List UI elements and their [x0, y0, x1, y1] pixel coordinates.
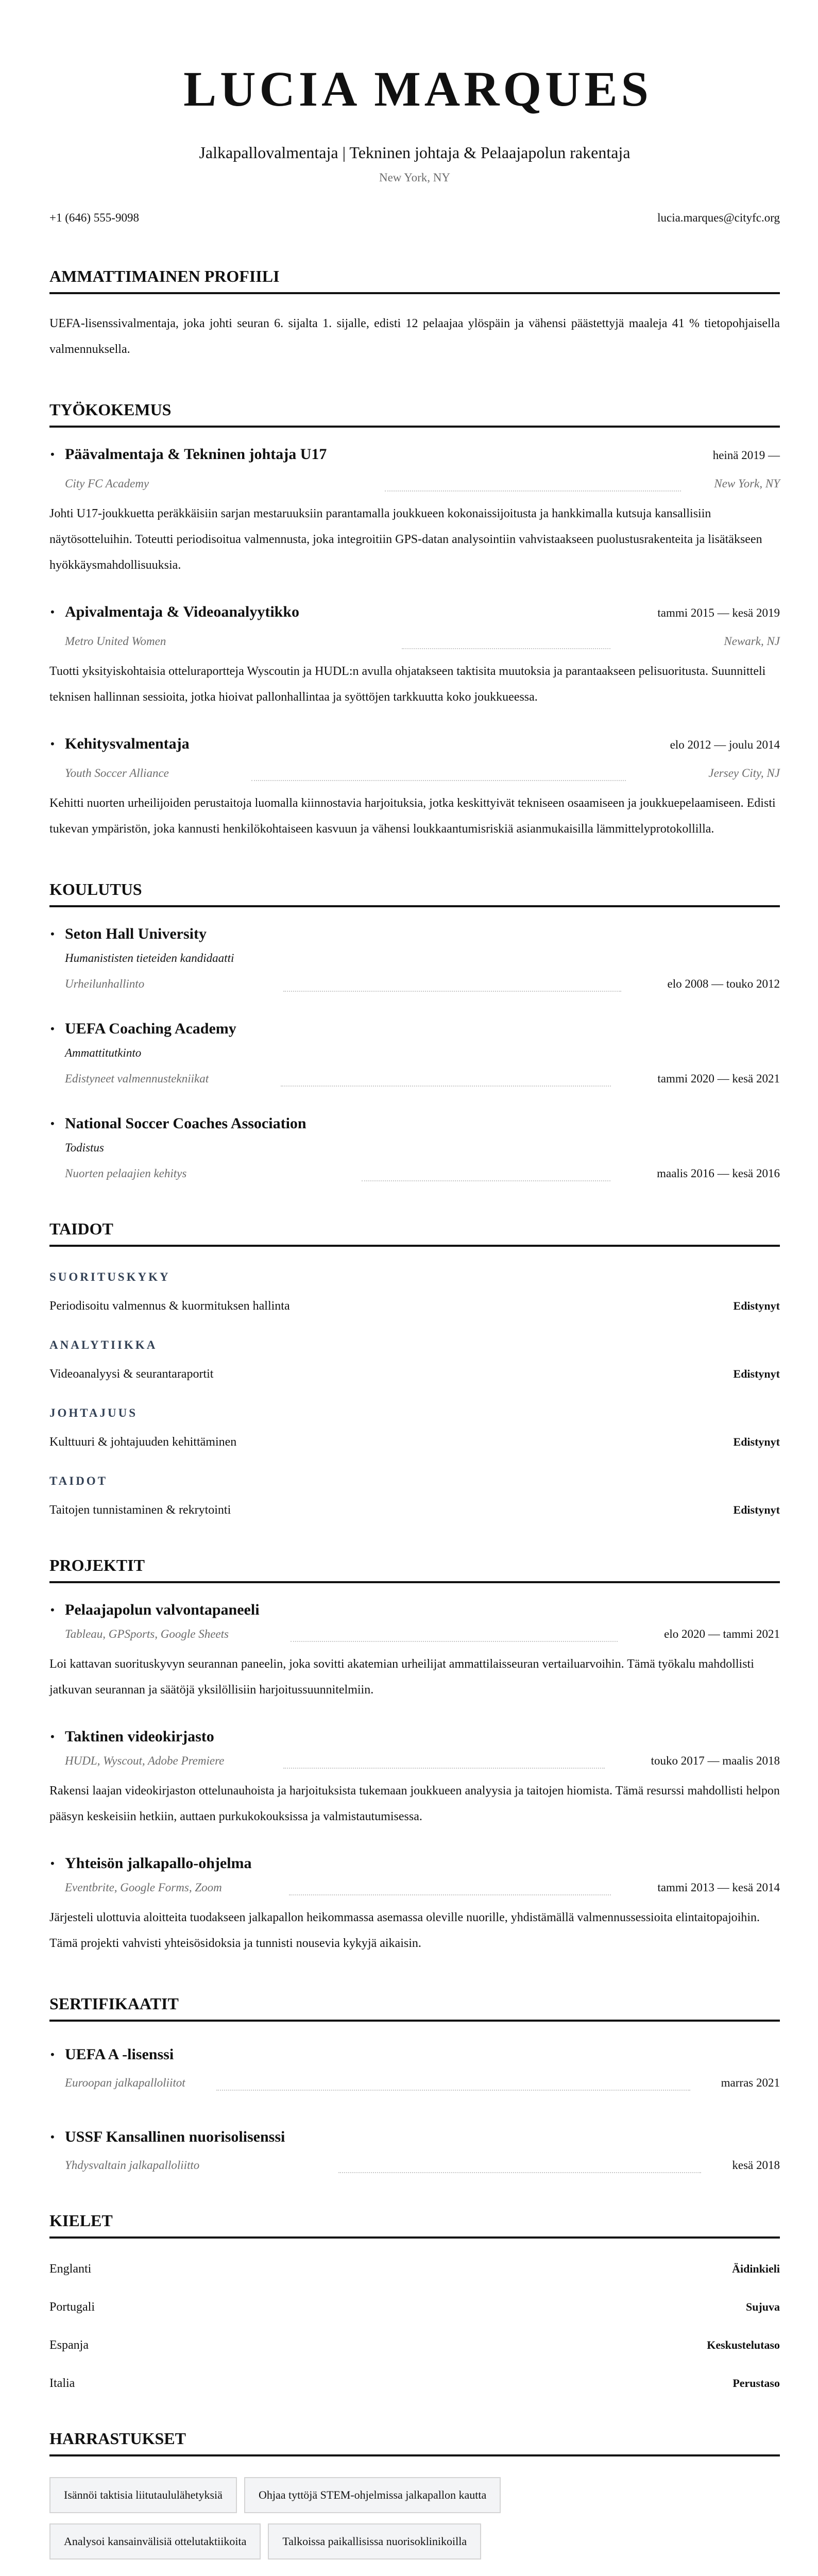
certification-entry: [49, 2127, 780, 2173]
dotted-leader: [281, 1079, 611, 1087]
degree: Ammattitutkinto: [65, 1046, 142, 1059]
certifications-section: [49, 1993, 780, 2173]
job-organization: City FC Academy: [65, 477, 149, 490]
field-of-study: Nuorten pelaajien kehitys: [65, 1167, 187, 1180]
education-dates: maalis 2016 — kesä 2016: [657, 1167, 780, 1180]
project-entry: [49, 1853, 780, 1956]
email-address[interactable]: lucia.marques@cityfc.org: [657, 211, 780, 224]
certification-date: kesä 2018: [732, 2159, 780, 2172]
skill-name: Videoanalyysi & seurantaraportit: [49, 1367, 214, 1381]
skill-group: [49, 1269, 780, 1314]
phone-number[interactable]: +1 (646) 555-9098: [49, 211, 139, 224]
project-entry: [49, 1600, 780, 1703]
certification-issuer: Euroopan jalkapalloliitot: [65, 2076, 185, 2089]
project-description: Järjesteli ulottuvia aloitteita tuodakseen jalkapallon heikommassa asemassa oleville nuorille, yhdistämällä valmennussessioita elintaitopajoihin. Tämä projekti vahvisti yhteisösidoksia ja tunnisti nousevia kykyjä aikaisin.: [49, 1911, 760, 1950]
dotted-leader: [291, 1635, 618, 1642]
contact-row: [49, 210, 780, 226]
skill-level: Edistynyt: [733, 1435, 780, 1448]
language-level: Keskustelutaso: [707, 2338, 780, 2351]
certification-issuer: Yhdysvaltain jalkapalloliitto: [65, 2159, 200, 2172]
dotted-leader: [283, 985, 621, 992]
job-dates: heinä 2019 —: [712, 449, 780, 462]
certification-entry: [49, 2044, 780, 2091]
language-name: Espanja: [49, 2338, 89, 2352]
hobbies-section: [49, 2428, 780, 2560]
dotted-leader: [283, 1761, 604, 1769]
hobby-tags: [49, 2477, 616, 2560]
language-row: [49, 2337, 780, 2353]
language-row: [49, 2261, 780, 2277]
skill-group: [49, 1337, 780, 1382]
section-title: KIELET: [49, 2210, 780, 2239]
skill-group: [49, 1405, 780, 1450]
dotted-leader: [362, 1174, 610, 1181]
bullet-icon: •: [50, 1022, 55, 1035]
bullet-icon: •: [50, 1603, 55, 1616]
experience-entry: [49, 734, 780, 842]
dotted-leader: [289, 1888, 611, 1895]
language-level: Äidinkieli: [732, 2262, 780, 2275]
bullet-icon: •: [50, 927, 55, 940]
skill-category: ANALYTIIKKA: [49, 1338, 158, 1351]
dotted-leader: [402, 642, 610, 649]
profile-summary: UEFA-lisenssivalmentaja, joka johti seuran 6. sijalta 1. sijalle, edisti 12 pelaajaa ylöspäin ja vähensi päästettyjä maaleja 41 % tietopohjaisella valmennuksella.: [49, 317, 780, 356]
project-dates: tammi 2013 — kesä 2014: [657, 1881, 780, 1894]
project-dates: touko 2017 — maalis 2018: [651, 1754, 780, 1767]
job-dates: elo 2012 — joulu 2014: [670, 738, 780, 751]
degree: Todistus: [65, 1141, 104, 1154]
skill-name: Taitojen tunnistaminen & rekrytointi: [49, 1503, 231, 1517]
education-entry: [49, 1113, 780, 1181]
hobby-tag: Ohjaa tyttöjä STEM-ohjelmissa jalkapallon kautta: [244, 2477, 501, 2513]
certification-date: marras 2021: [721, 2076, 780, 2089]
section-title: TYÖKOKEMUS: [49, 399, 780, 428]
job-role: Päävalmentaja & Tekninen johtaja U17: [65, 446, 327, 463]
certification-name: USSF Kansallinen nuorisolisenssi: [65, 2128, 285, 2145]
dotted-leader: [385, 484, 681, 492]
education-section: [49, 879, 780, 1181]
school-name: UEFA Coaching Academy: [65, 1020, 236, 1037]
school-name: Seton Hall University: [65, 925, 207, 942]
degree: Humanististen tieteiden kandidaatti: [65, 952, 234, 964]
job-organization: Metro United Women: [65, 635, 166, 648]
education-dates: elo 2008 — touko 2012: [667, 977, 780, 990]
project-name: Yhteisön jalkapallo-ohjelma: [65, 1855, 252, 1872]
job-description: Kehitti nuorten urheilijoiden perustaitoja luomalla kiinnostavia harjoituksia, jotka keskittyivät tekniseen osaamiseen ja joukkuepelaamiseen. Edisti tukevan ympäristön, joka kannusti henkilökohtaiseen kasvuun ja vähensi loukkaantumisriskiä asianmukaisilla lämmittelyprotokollilla.: [49, 796, 776, 836]
skill-level: Edistynyt: [733, 1299, 780, 1312]
skill-name: Periodisoitu valmennus & kuormituksen hallinta: [49, 1299, 290, 1313]
job-role: Kehitysvalmentaja: [65, 735, 190, 752]
bullet-icon: •: [50, 2130, 55, 2143]
project-description: Rakensi laajan videokirjaston ottelunauhoista ja harjoituksista tukemaan joukkueen analyysia ja taitojen hiomista. Tämä resurssi mahdollisti helpon pääsyn keskeisiin hetkiin, auttaen purkukokouksissa ja valmistautumisessa.: [49, 1784, 780, 1823]
experience-entry: [49, 444, 780, 578]
school-name: National Soccer Coaches Association: [65, 1115, 306, 1132]
job-description: Johti U17-joukkuetta peräkkäisiin sarjan mestaruuksiin parantamalla joukkueen kokonaissijoitusta ja hankkimalla kutsuja kansallisiin näytösotteluihin. Toteutti periodisoitua valmennusta, joka integroitiin GPS-datan analysointiin vahvistaakseen puolustusrakenteita ja lisätäkseen hyökkäysmahdollisuuksia.: [49, 507, 762, 572]
project-tools: Tableau, GPSports, Google Sheets: [65, 1628, 229, 1640]
headline: Jalkapallovalmentaja | Tekninen johtaja & Pelaajapolun rakentaja: [199, 143, 630, 162]
job-description: Tuotti yksityiskohtaisia otteluraportteja Wyscoutin ja HUDL:n avulla ohjatakseen taktisita muutoksia ja parantaakseen pelisuoritusta. Suunnitteli teknisen hallinnan sessioita, jotka hioivat pallonhallintaa ja syöttöjen tarkkuutta koko joukkueessa.: [49, 665, 766, 704]
profile-section: [49, 266, 780, 362]
project-description: Loi kattavan suorituskyvyn seurannan paneelin, joka sovitti akatemian urheilijat ammattilaisseuran vertailuarvoihin. Tämä työkalu mahdollisti jatkuvan seurannan ja säätöjä yksilöllisiin harjoitussuunnitelmiin.: [49, 1657, 754, 1697]
skill-level: Edistynyt: [733, 1503, 780, 1516]
section-title: TAIDOT: [49, 1218, 780, 1247]
section-title: AMMATTIMAINEN PROFIILI: [49, 266, 780, 294]
section-title: KOULUTUS: [49, 879, 780, 907]
job-organization: Youth Soccer Alliance: [65, 767, 169, 779]
field-of-study: Urheilunhallinto: [65, 977, 145, 990]
hobby-tag: Isännöi taktisia liitutaululähetyksiä: [49, 2477, 237, 2513]
bullet-icon: •: [50, 605, 55, 618]
skill-level: Edistynyt: [733, 1367, 780, 1380]
candidate-name: LUCIA MARQUES: [183, 61, 652, 116]
job-location: Newark, NJ: [724, 635, 780, 648]
section-title: PROJEKTIT: [49, 1555, 780, 1583]
dotted-leader: [251, 774, 626, 781]
bullet-icon: •: [50, 1730, 55, 1743]
project-tools: Eventbrite, Google Forms, Zoom: [65, 1881, 222, 1894]
project-entry: [49, 1726, 780, 1829]
education-entry: [49, 1019, 780, 1087]
skill-category: SUORITUSKYKY: [49, 1270, 171, 1283]
language-row: [49, 2376, 780, 2391]
bullet-icon: •: [50, 1857, 55, 1870]
language-row: [49, 2299, 780, 2315]
language-name: Italia: [49, 2377, 75, 2390]
section-title: HARRASTUKSET: [49, 2428, 780, 2456]
education-dates: tammi 2020 — kesä 2021: [657, 1072, 780, 1085]
skill-group: [49, 1473, 780, 1518]
language-name: Portugali: [49, 2300, 95, 2314]
hobby-tag: Analysoi kansainvälisiä ottelutaktiikoita: [49, 2523, 261, 2560]
project-name: Pelaajapolun valvontapaneeli: [65, 1601, 260, 1618]
skill-category: TAIDOT: [49, 1475, 108, 1487]
location: New York, NY: [379, 171, 450, 184]
job-role: Apivalmentaja & Videoanalyytikko: [65, 603, 300, 620]
skill-category: JOHTAJUUS: [49, 1406, 138, 1419]
bullet-icon: •: [50, 448, 55, 461]
dotted-leader: [338, 2166, 701, 2173]
language-level: Sujuva: [745, 2300, 780, 2313]
experience-section: [49, 399, 780, 842]
job-dates: tammi 2015 — kesä 2019: [657, 606, 780, 619]
section-title: SERTIFIKAATIT: [49, 1993, 780, 2022]
project-name: Taktinen videokirjasto: [65, 1728, 214, 1745]
project-tools: HUDL, Wyscout, Adobe Premiere: [65, 1754, 225, 1767]
experience-entry: [49, 602, 780, 710]
skill-name: Kulttuuri & johtajuuden kehittäminen: [49, 1435, 237, 1449]
languages-section: [49, 2210, 780, 2391]
job-location: New York, NY: [714, 477, 780, 490]
project-dates: elo 2020 — tammi 2021: [664, 1628, 780, 1640]
field-of-study: Edistyneet valmennustekniikat: [65, 1072, 209, 1085]
bullet-icon: •: [50, 737, 55, 750]
bullet-icon: •: [50, 1117, 55, 1130]
job-location: Jersey City, NJ: [708, 767, 780, 779]
language-name: Englanti: [49, 2262, 92, 2276]
dotted-leader: [216, 2083, 690, 2091]
skills-section: [49, 1218, 780, 1518]
certification-name: UEFA A -lisenssi: [65, 2046, 174, 2063]
education-entry: [49, 924, 780, 992]
language-level: Perustaso: [732, 2377, 780, 2389]
projects-section: [49, 1555, 780, 1956]
hobby-tag: Talkoissa paikallisissa nuorisoklinikoilla: [268, 2523, 481, 2560]
bullet-icon: •: [50, 2048, 55, 2061]
resume-header: [49, 61, 780, 226]
